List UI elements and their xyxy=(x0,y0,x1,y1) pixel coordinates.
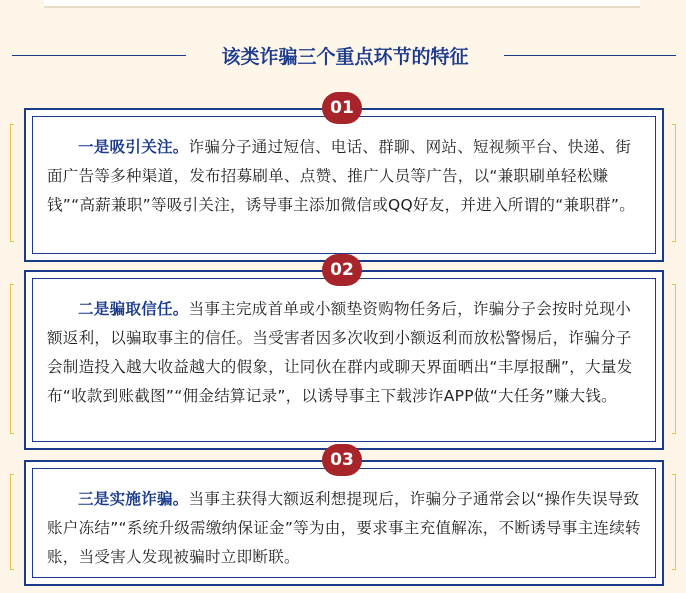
heading-title: 该类诈骗三个重点环节的特征 xyxy=(221,46,469,68)
card-text-3 xyxy=(32,468,656,578)
bracket-left-3 xyxy=(10,474,14,570)
card-body-2: 当事主完成首单或小额垫资购物任务后，诈骗分子会按时兑现小额返利，以骗取事主的信任。当受害者因多次收到小额返利而放松警惕后，诈骗分子会制造投入越大收益越大的假象，让同伙在群内或聊天界面晒出“丰厚报酬”，大量发布“收款到账截图”“佣金结算记录”，以诱导事主下载涉诈APP做“大任务”赚大钱。 xyxy=(47,300,633,405)
top-panel-divider xyxy=(44,6,640,8)
number-badge-3: 03 xyxy=(322,444,362,476)
bracket-right-2 xyxy=(672,284,676,434)
card-body-1: 诈骗分子通过短信、电话、群聊、网站、短视频平台、快递、街面广告等多种渠道，发布招募刷单、点赞、推广人员等广告，以“兼职刷单轻松赚钱”“高薪兼职”等吸引关注，诱导事主添加微信或QQ好友，并进入所谓的“兼职群”。 xyxy=(47,138,636,214)
card-text-2 xyxy=(32,278,656,442)
card-lead-1: 一是吸引关注。 xyxy=(78,138,189,156)
bracket-left-2 xyxy=(10,284,14,434)
card-lead-3: 三是实施诈骗。 xyxy=(78,490,189,508)
number-badge-2: 02 xyxy=(322,254,362,286)
bracket-right-1 xyxy=(672,124,676,242)
feature-card-1 xyxy=(24,108,664,262)
feature-card-3 xyxy=(24,460,664,586)
bracket-left-1 xyxy=(10,124,14,242)
card-lead-2: 二是骗取信任。 xyxy=(78,300,189,318)
bracket-right-3 xyxy=(672,474,676,570)
heading-rule-right xyxy=(504,55,676,56)
card-text-1 xyxy=(32,116,656,254)
feature-card-2 xyxy=(24,270,664,450)
section-heading xyxy=(0,38,686,72)
heading-rule-left xyxy=(12,55,186,56)
number-badge-1: 01 xyxy=(322,92,362,124)
card-body-3: 当事主获得大额返利想提现后，诈骗分子通常会以“操作失误导致账户冻结”“系统升级需缴纳保证金”等为由，要求事主充值解冻，不断诱导事主连续转账，当受害人发现被骗时立即断联。 xyxy=(47,490,641,566)
